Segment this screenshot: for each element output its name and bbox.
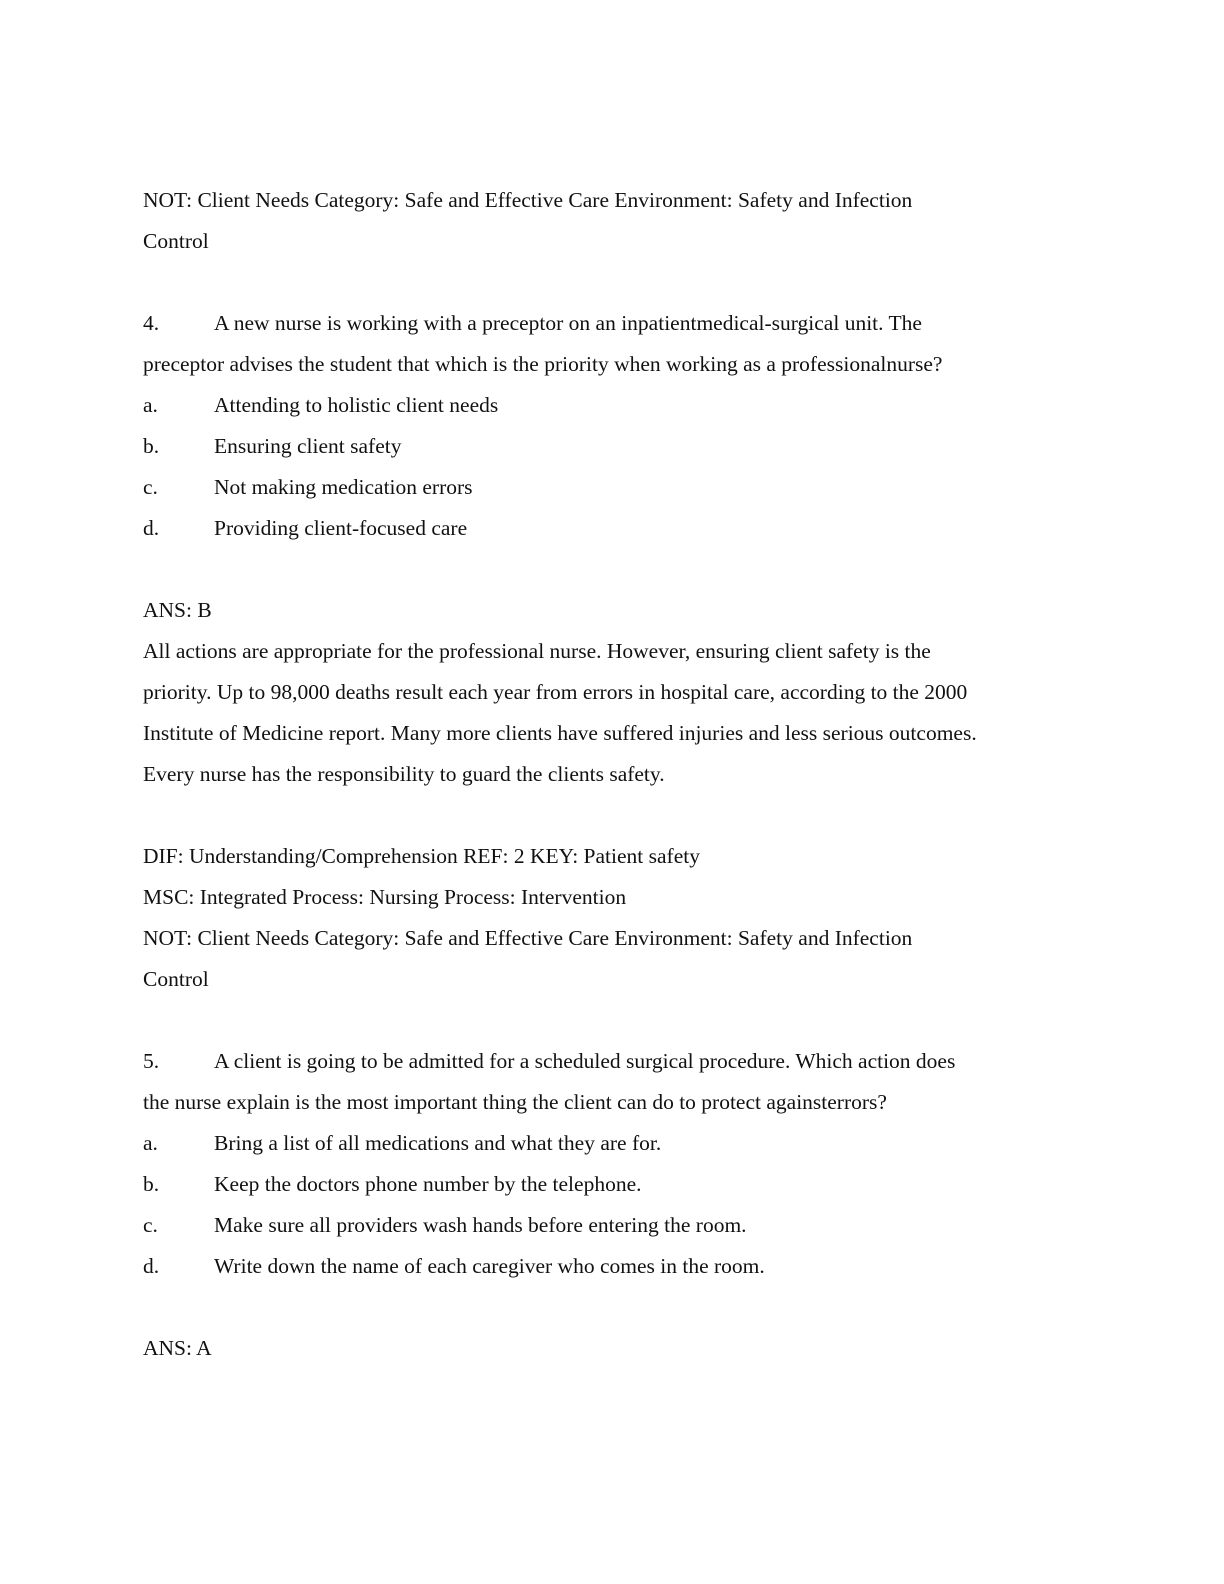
rationale-line: priority. Up to 98,000 deaths result each year from errors in hospital care, according to the 2000: [143, 680, 968, 704]
question-4-answer: ANS: B: [143, 598, 212, 622]
option-text: Write down the name of each caregiver who comes in the room.: [214, 1254, 765, 1278]
question-4-option-a: [143, 385, 1073, 426]
option-text: Bring a list of all medications and what they are for.: [214, 1131, 662, 1155]
option-text: Keep the doctors phone number by the telephone.: [214, 1172, 642, 1196]
rationale-line: Every nurse has the responsibility to guard the clients safety.: [143, 762, 665, 786]
question-5-answer: ANS: A: [143, 1336, 212, 1360]
option-text: Not making medication errors: [214, 475, 473, 499]
option-letter: d.: [143, 516, 160, 540]
question-5-option-d: [143, 1246, 1073, 1287]
not-category-line-continued: Control: [143, 229, 209, 253]
document-page: [143, 180, 1073, 1369]
option-letter: a.: [143, 1131, 158, 1155]
question-text-continued: the nurse explain is the most important thing the client can do to protect againsterrors?: [143, 1090, 887, 1114]
option-text: Providing client-focused care: [214, 516, 468, 540]
msc-line: MSC: Integrated Process: Nursing Process: Intervention: [143, 885, 627, 909]
question-4-stem: [143, 303, 1073, 344]
rationale-line: All actions are appropriate for the professional nurse. However, ensuring client safety is the: [143, 639, 931, 663]
option-letter: a.: [143, 393, 158, 417]
option-letter: c.: [143, 1213, 158, 1237]
question-5-option-b: [143, 1164, 1073, 1205]
question-4-option-d: [143, 508, 1073, 549]
question-text-continued: preceptor advises the student that which is the priority when working as a professionalnurse?: [143, 352, 943, 376]
rationale-line: Institute of Medicine report. Many more clients have suffered injuries and less serious outcomes.: [143, 721, 977, 745]
question-5-option-c: [143, 1205, 1073, 1246]
option-letter: b.: [143, 434, 160, 458]
question-text: A new nurse is working with a preceptor on an inpatientmedical-surgical unit. The: [214, 311, 922, 335]
option-text: Attending to holistic client needs: [214, 393, 499, 417]
question-4-option-c: [143, 467, 1073, 508]
question-number: 5.: [143, 1049, 160, 1073]
difficulty-line: DIF: Understanding/Comprehension REF: 2 KEY: Patient safety: [143, 844, 700, 868]
question-text: A client is going to be admitted for a scheduled surgical procedure. Which action does: [214, 1049, 956, 1073]
option-text: Make sure all providers wash hands before entering the room.: [214, 1213, 747, 1237]
option-letter: b.: [143, 1172, 160, 1196]
not-category-line-continued: Control: [143, 967, 209, 991]
option-text: Ensuring client safety: [214, 434, 402, 458]
not-category-line: NOT: Client Needs Category: Safe and Effective Care Environment: Safety and Infection: [143, 926, 913, 950]
not-category-line: NOT: Client Needs Category: Safe and Effective Care Environment: Safety and Infection: [143, 188, 913, 212]
question-5-stem: [143, 1041, 1073, 1082]
question-4-option-b: [143, 426, 1073, 467]
question-number: 4.: [143, 311, 160, 335]
question-5-option-a: [143, 1123, 1073, 1164]
option-letter: c.: [143, 475, 158, 499]
option-letter: d.: [143, 1254, 160, 1278]
